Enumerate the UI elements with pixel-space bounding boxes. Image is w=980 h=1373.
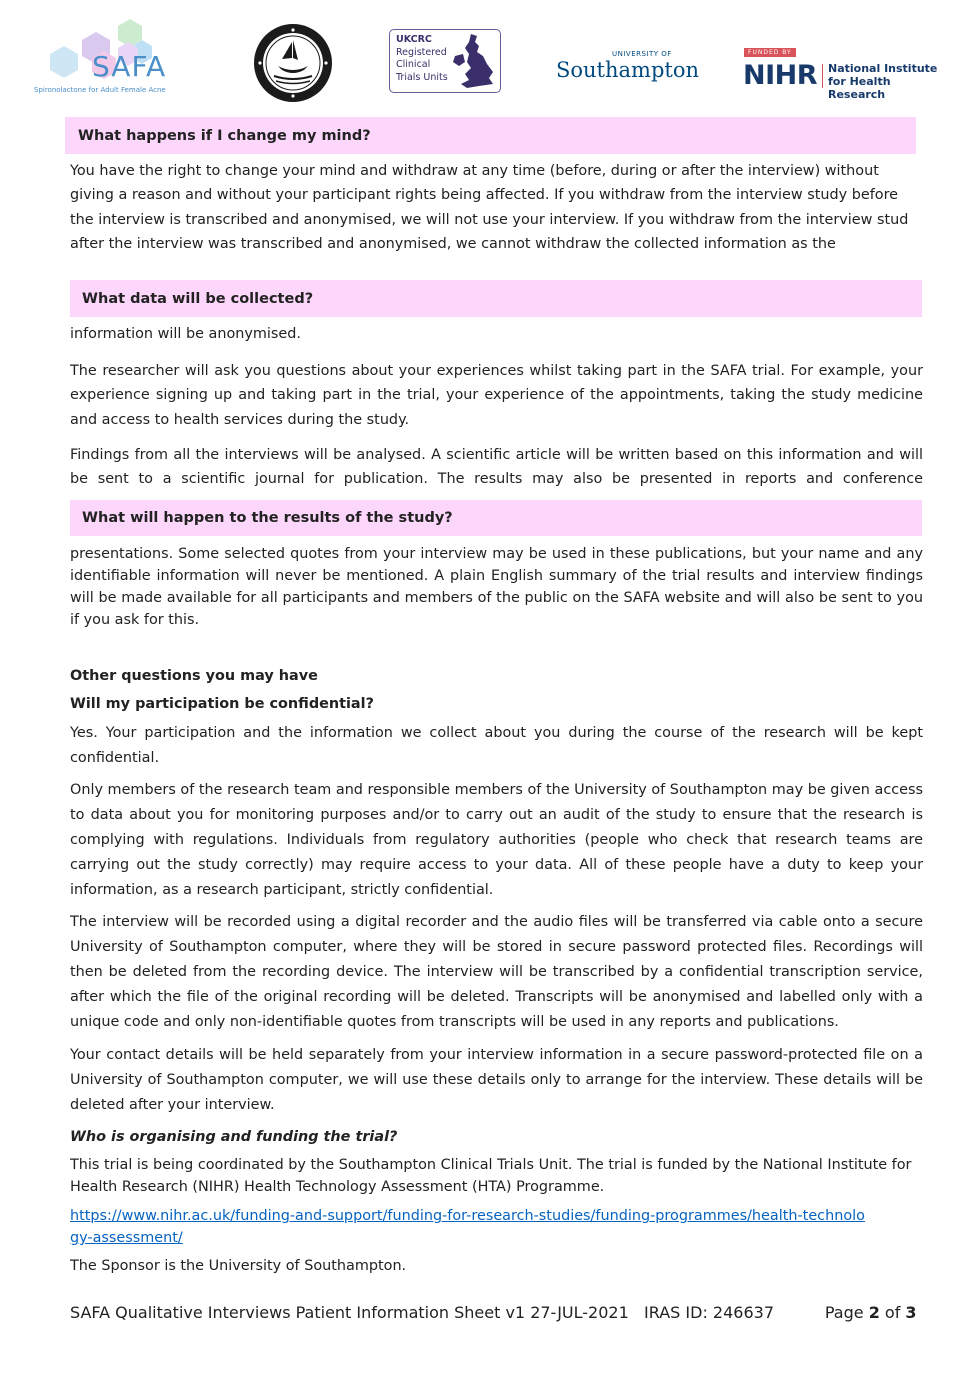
heading-results: What will happen to the results of the study? [70, 500, 922, 536]
footer-iras-id: IRAS ID: 246637 [644, 1303, 774, 1322]
heading-change-mind: What happens if I change my mind? [65, 117, 916, 154]
uk-map-icon [449, 32, 497, 90]
confidential-text-4: Your contact details will be held separately from your interview information in a secure password-protected file on a University of Southampton computer, we will use these details only to arrange for the interview. These details will be deleted after your interview. [70, 1047, 923, 1113]
safa-wordmark: SAFA [92, 50, 167, 83]
results-text: presentations. Some selected quotes from your interview may be used in these publications, but your name and any identifiable information will never be mentioned. A plain English summary of the trial results and interview findings will be made available for all participants and members of the public on the SAFA website and will also be sent to you if you ask for this. [70, 546, 923, 628]
heading-other-questions: Other questions you may have [70, 668, 318, 684]
page-footer [70, 1303, 930, 1322]
ukcrc-logo [389, 29, 501, 93]
ukcrc-text: UKCRC Registered Clinical Trials Units [396, 34, 448, 83]
heading-data-collected: What data will be collected? [70, 280, 922, 317]
heading-funding: Who is organising and funding the trial? [70, 1129, 398, 1145]
ctu-seal-icon [252, 22, 334, 104]
confidential-text-3: The interview will be recorded using a digital recorder and the audio files will be transferred via cable onto a secure University of Southampton computer, where they will be stored in secure password protected files. Recordings will then be deleted from the recording device. The interview will be transcribed by a confidential transcription service, after which the file of the original recording will be deleted. Transcripts will be anonymised and labelled only with a unique code and only non-identifiable quotes from transcripts will be used in any reports and publications. [70, 914, 923, 1030]
change-mind-text: You have the right to change your mind and withdraw at any time (before, during or after the interview) without giving a reason and without your participant rights being affected. If you withdraw from the interview study before the interview is transcribed and anonymised, we will not use your interview. If you withdraw from the interview stud after the interview was transcribed and anonymised, we cannot withdraw the collected information as the [70, 163, 909, 253]
footer-page-prefix: Page [824, 1303, 869, 1322]
soton-small-text: UNIVERSITY OF [612, 50, 672, 58]
nihr-divider [822, 64, 823, 88]
sponsor-text: The Sponsor is the University of Southampton. [70, 1258, 407, 1274]
safa-logo [30, 8, 180, 98]
safa-subtitle: Spironolactone for Adult Female Acne [34, 86, 166, 94]
confidential-text-2: Only members of the research team and responsible members of the University of Southampton may be given access to data about you for monitoring purposes and/or to carry out an audit of the study to ensure that the research is complying with regulations. Individuals from regulatory authorities (people who check that research teams are carrying out the study correctly) may require access to your data. All of these people have a duty to keep your information, as a research participant, strictly confidential. [70, 782, 923, 898]
nihr-funded-by: FUNDED BY [744, 48, 796, 57]
nihr-hta-link-wrap [70, 1205, 870, 1249]
funding-text: This trial is being coordinated by the Southampton Clinical Trials Unit. The trial is funded by the National Institute for Health Research (NIHR) Health Technology Assessment (HTA) Programme. [70, 1157, 912, 1195]
data-collected-text-1: The researcher will ask you questions about your experiences whilst taking part in the SAFA trial. For example, your experience signing up and taking part in the trial, your experience of the appointments, taking the study medicine and access to health services during the study. [70, 363, 923, 428]
soton-wordmark: Southampton [556, 58, 700, 82]
nihr-logo [741, 46, 941, 101]
footer-page-number: 2 [868, 1303, 880, 1322]
nihr-hta-link[interactable]: https://www.nihr.ac.uk/funding-and-support/funding-for-research-studies/funding-programmes/health-technology-assessment/ [70, 1208, 865, 1246]
nihr-wordmark: NIHR [743, 60, 818, 91]
nihr-full-name: National Institute for Health Research [828, 62, 938, 101]
confidential-text-1: Yes. Your participation and the information we collect about you during the course of the research will be kept confidential. [70, 725, 923, 766]
heading-confidential: Will my participation be confidential? [70, 696, 374, 712]
data-collected-text-2: Findings from all the interviews will be analysed. A scientific article will be written based on this information and will be sent to a scientific journal for publication. The results may also be presented in reports and conference [70, 447, 923, 488]
data-collected-continuation: information will be anonymised. [70, 326, 301, 342]
footer-page-total: 3 [905, 1303, 917, 1322]
university-of-southampton-logo [556, 48, 700, 88]
footer-page-mid: of [879, 1303, 906, 1322]
footer-document-id: SAFA Qualitative Interviews Patient Information Sheet v1 27-JUL-2021 [70, 1303, 629, 1322]
southampton-ctu-seal-logo [252, 22, 334, 104]
